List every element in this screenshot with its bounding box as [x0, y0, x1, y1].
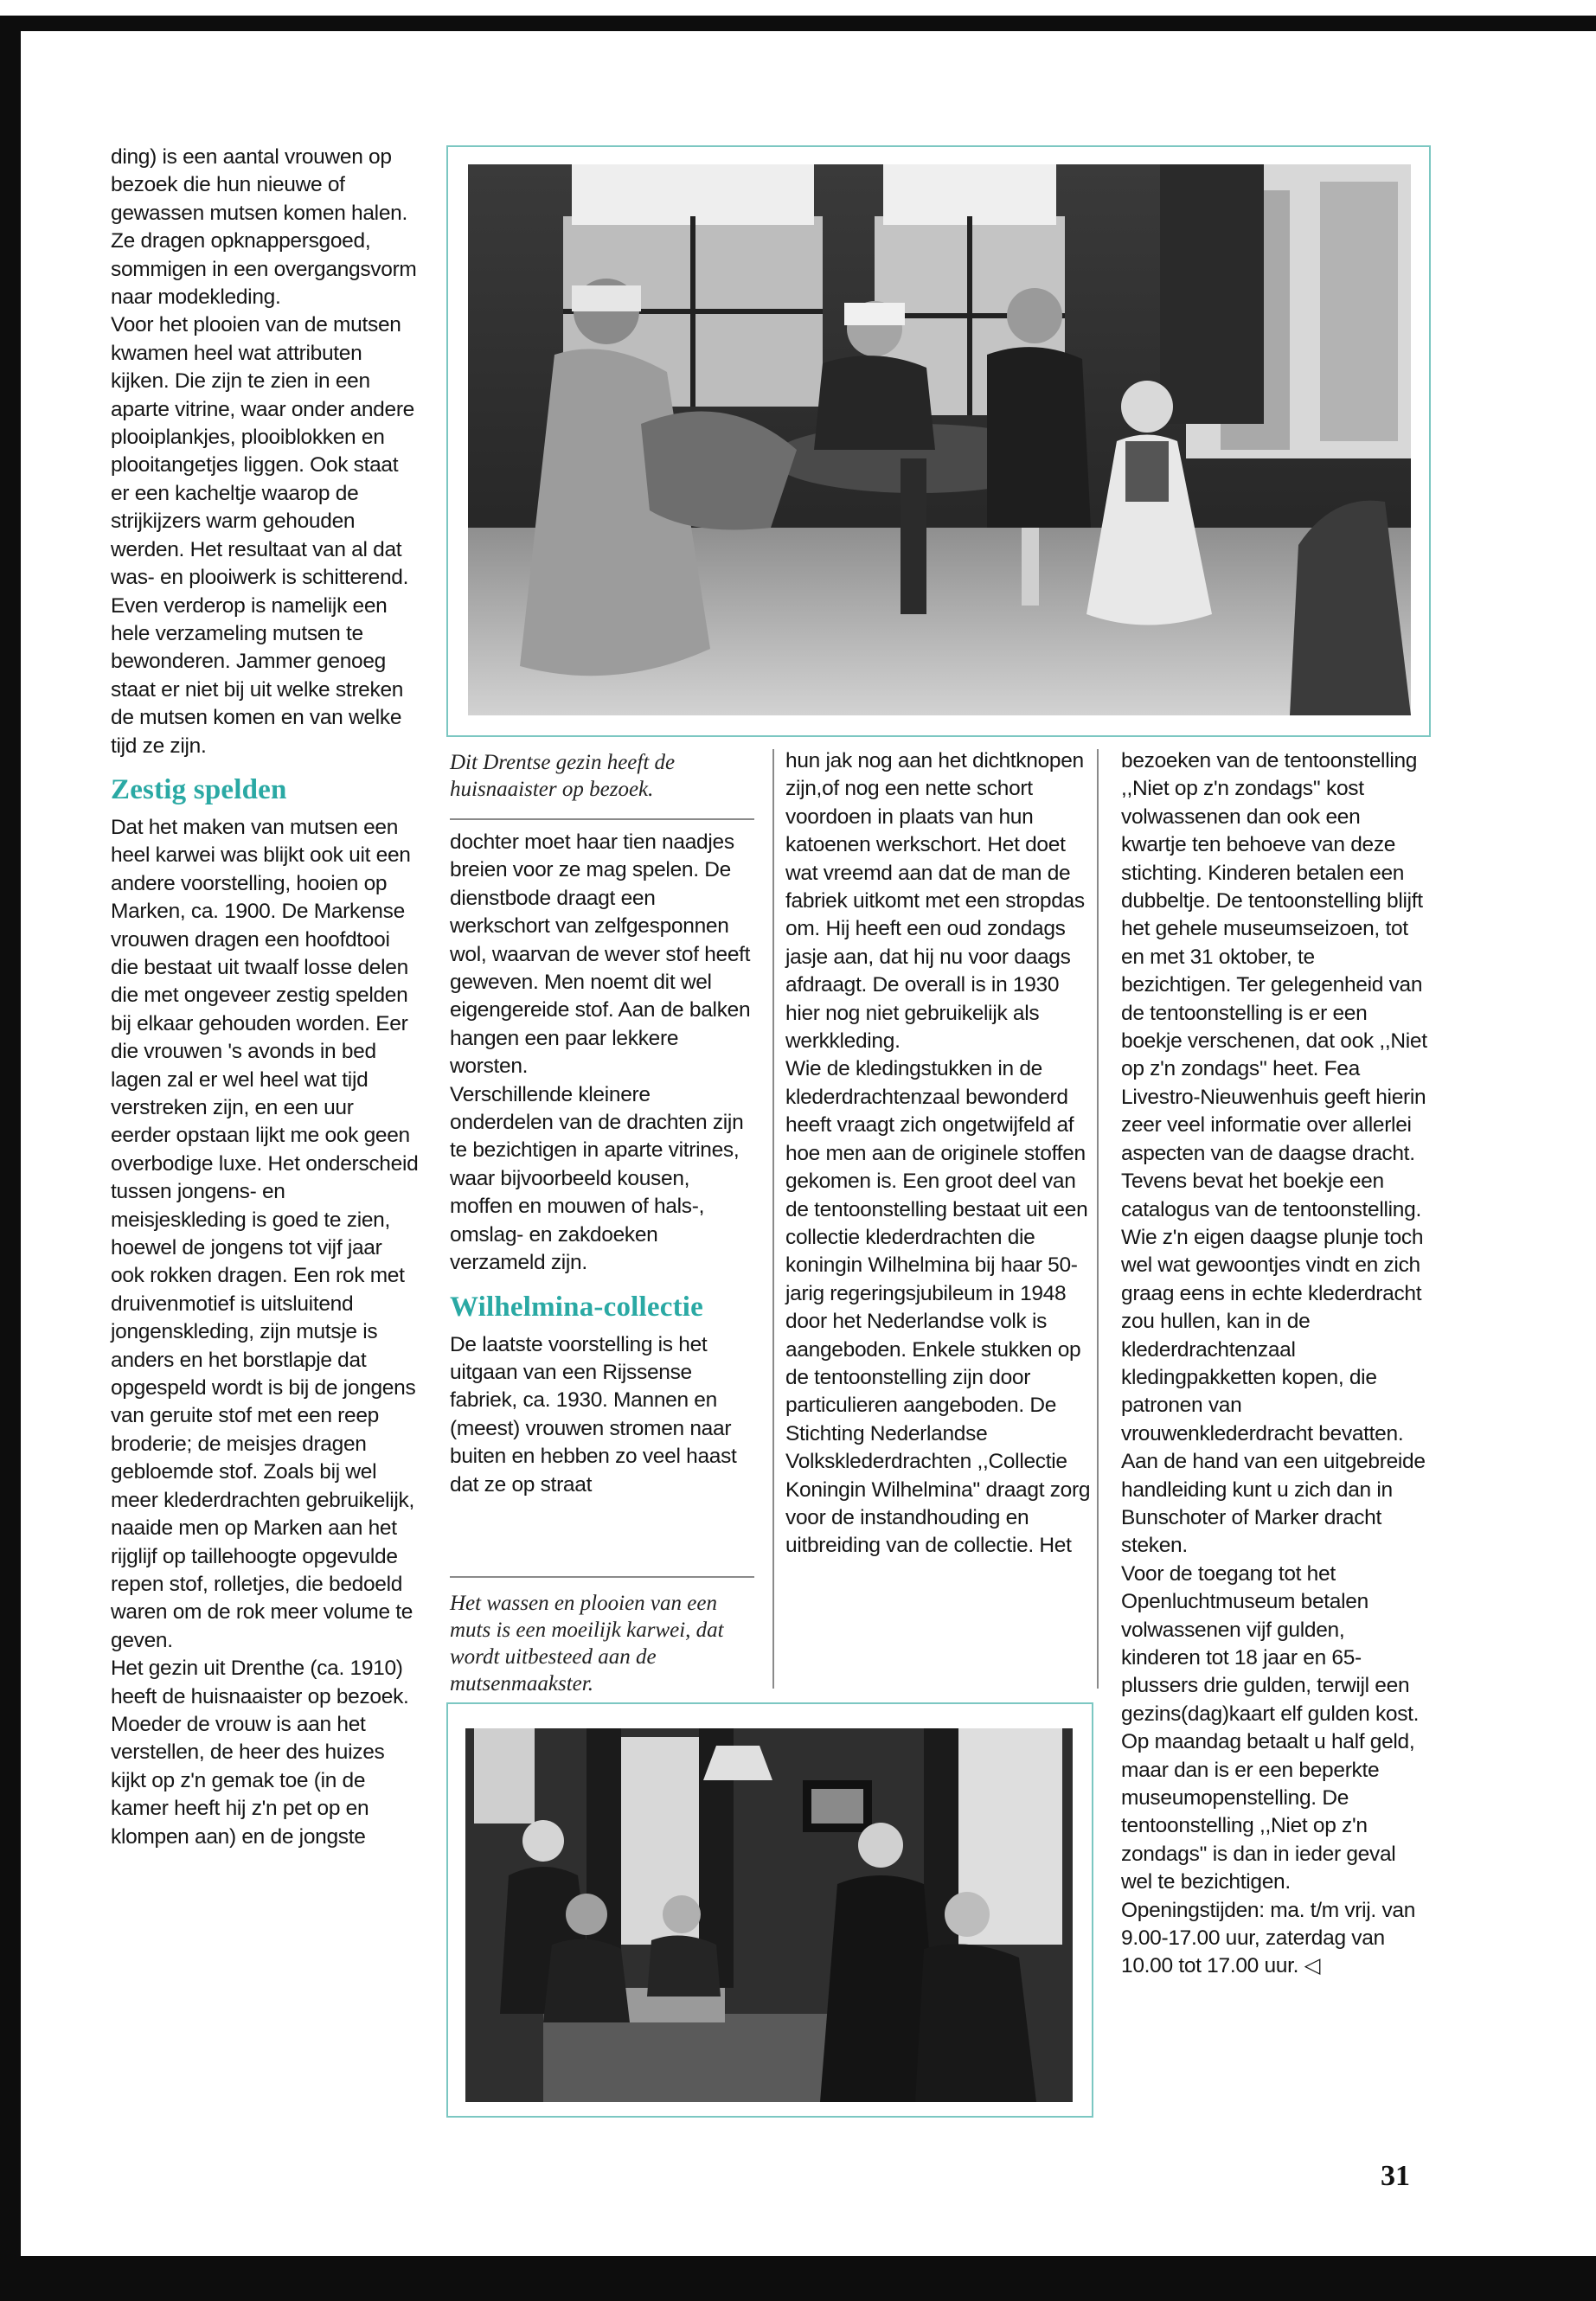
heading-wilhelmina-collectie: Wilhelmina-collectie — [450, 1291, 703, 1323]
drenthe-family-photo-graphic — [468, 164, 1411, 715]
middle-paragraph-1: dochter moet haar tien naadjes breien voor ze mag spelen. De dienstbode draagt een werkschort van zelfgesponnen wol, waarvan de wever stof heeft geweven. Men noemt dit wel eigengereide stof. Aan de balken hangen een paar lekkere worsten. — [450, 830, 751, 1079]
middle-paragraph-2: Verschillende kleinere onderdelen van de drachten zijn te bezichtigen in aparte vitrines, waar bijvoorbeeld kousen, moffen en mouwen of hals-, omslag- en zakdoeken verzameld zijn. — [450, 1082, 744, 1275]
right-paragraph-3: Voor de toegang tot het Openluchtmuseum betalen volwassenen vijf gulden, kinderen tot 18 jaar en 65-plussers drie gulden, terwijl een gezins(dag)kaart elf gulden kost. Op maandag betaalt u half geld, maar dan is er een beperkte museumopenstelling. De tentoonstelling ,,Niet op z'n zondags'' is dan in ieder geval wel te bezichtigen. — [1121, 1561, 1420, 1894]
middle-paragraph-3: De laatste voorstelling is het uitgaan van een Rijssense fabriek, ca. 1930. Mannen en (meest) vrouwen stromen naar buiten en hebben zo veel haast dat ze op straat — [450, 1332, 737, 1497]
heading-zestig-spelden: Zestig spelden — [111, 773, 287, 805]
left-paragraph-2: Voor het plooien van de mutsen kwamen heel wat attributen kijken. Die zijn te zien in een aparte vitrine, waar onder andere plooiplankjes, plooiblokken en plooitangetjes liggen. Ook staat er een kacheltje waarop de strijkijzers warm gehouden werden. Het resultaat van al dat was- en plooiwerk is schitterend. Even verderop is namelijk een hele verzameling mutsen te bewonderen. Jammer genoeg staat er niet bij uit welke streken de mutsen komen en van welke tijd ze zijn. — [111, 313, 415, 758]
scan-border-top — [0, 16, 1596, 31]
page-number: 31 — [1381, 2160, 1410, 2192]
right-paragraph-4: Openingstijden: ma. t/m vrij. van 9.00-17.00 uur, zaterdag van 10.00 tot 17.00 uur. ◁ — [1121, 1898, 1416, 1978]
right-paragraph-1: bezoeken van de tentoonstelling ,,Niet op z'n zondags'' kost volwassenen dan ook een kwartje ten behoeve van deze stichting. Kinderen betalen een dubbeltje. De tentoonstelling blijft het gehele museumseizoen, tot en met 31 oktober, te bezichtigen. Ter gelegenheid van de tentoonstelling is er een boekje verschenen, dat ook ,,Niet op z'n zondags'' heet. Fea Livestro-Nieuwenhuis geeft hierin zeer veel informatie over allerlei aspecten van de daagse dracht. Tevens bevat het boekje een catalogus van de tentoonstelling. — [1121, 749, 1427, 1221]
left-paragraph-4: Het gezin uit Drenthe (ca. 1910) heeft de huisnaaister op bezoek. Moeder de vrouw is aan het verstellen, de heer des huizes kijkt op z'n gemak toe (in de kamer heeft hij z'n pet op en klompen aan) en de jongste — [111, 1657, 409, 1849]
middle-column — [450, 829, 754, 1499]
drenthe-family-photo — [468, 164, 1411, 715]
caption-divider-bottom — [450, 1576, 754, 1578]
left-paragraph-1: ding) is een aantal vrouwen op bezoek die hun nieuwe of gewassen mutsen komen halen. Ze dragen opknappersgoed, sommigen in een overgangsvorm naar modekleding. — [111, 145, 417, 310]
mutsenmaakster-photo — [465, 1728, 1073, 2102]
column-rule-1 — [772, 749, 774, 1689]
right-paragraph-2: Wie z'n eigen daagse plunje toch wel wat gewoontjes vindt en zich graag eens in echte klederdracht zou hullen, kan in de klederdrachtenzaal kledingpakketten kopen, die patronen van vrouwenklederdracht bevatten. Aan de hand van een uitgebreide handleiding kunt u zich dan in Bunschoter of Marker dracht steken. — [1121, 1225, 1426, 1558]
scan-border-left — [0, 16, 21, 2301]
third-column — [785, 747, 1099, 1561]
right-column — [1121, 747, 1427, 1981]
scan-border-bottom — [0, 2256, 1596, 2301]
caption-drentse-gezin: Dit Drentse gezin heeft de huisnaaister op bezoek. — [450, 751, 676, 801]
third-paragraph-1: hun jak nog aan het dichtknopen zijn,of nog een nette schort voordoen in plaats van hun katoenen werkschort. Het doet wat vreemd aan dat de man de fabriek uitkomt met een stropdas om. Hij heeft een oud zondags jasje aan, dat hij nu voor daags afdraagt. De overall is in 1930 hier nog niet gebruikelijk als werkkleding. — [785, 749, 1085, 1054]
mutsenmaakster-photo-graphic — [465, 1728, 1073, 2102]
third-paragraph-2: Wie de kledingstukken in de klederdrachtenzaal bewonderd heeft vraagt zich ongetwijfeld af hoe men aan de originele stoffen gekomen is. Een groot deel van de tentoonstelling bestaat uit een collectie klederdrachten die koningin Wilhelmina bij haar 50-jarig regeringsjubileum in 1948 door het Nederlandse volk is aangeboden. Enkele stukken op de tentoonstelling zijn door particulieren aangeboden. De Stichting Nederlandse Volksklederdrachten ,,Collectie Koningin Wilhelmina'' draagt zorg voor de instandhouding en uitbreiding van de collectie. Het — [785, 1057, 1091, 1558]
left-paragraph-3: Dat het maken van mutsen een heel karwei was blijkt ook uit een andere voorstelling, hooien op Marken, ca. 1900. De Markense vrouwen dragen een hoofdtooi die bestaat uit twaalf losse delen die met ongeveer zestig spelden bij elkaar gehouden worden. Eer die vrouwen 's avonds in bed lagen zal er wel heel wat tijd verstreken zijn, en een uur eerder opstaan lijkt me ook geen overbodige luxe. Het onderscheid tussen jongens- en meisjeskleding is goed te zien, hoewel de jongens tot vijf jaar ook rokken dragen. Een rok met druivenmotief is uitsluitend jongenskleding, zijn mutsje is anders en het borstlapje dat opgespeld wordt is bij de jongens van geruite stof met een reep broderie; de meisjes dragen gebloemde stof. Zoals bij wel meer klederdrachten gebruikelijk, naaide men op Marken aan het rijglijf op taillehoogte opgevulde repen stof, rolletjes, die bedoeld waren om de rok meer volume te geven. — [111, 815, 419, 1652]
left-column — [111, 144, 419, 1851]
caption-mutsenmaakster: Het wassen en plooien van een muts is een moeilijk karwei, dat wordt uitbesteed aan de mutsenmaakster. — [450, 1592, 724, 1695]
caption-divider-top — [450, 818, 754, 820]
